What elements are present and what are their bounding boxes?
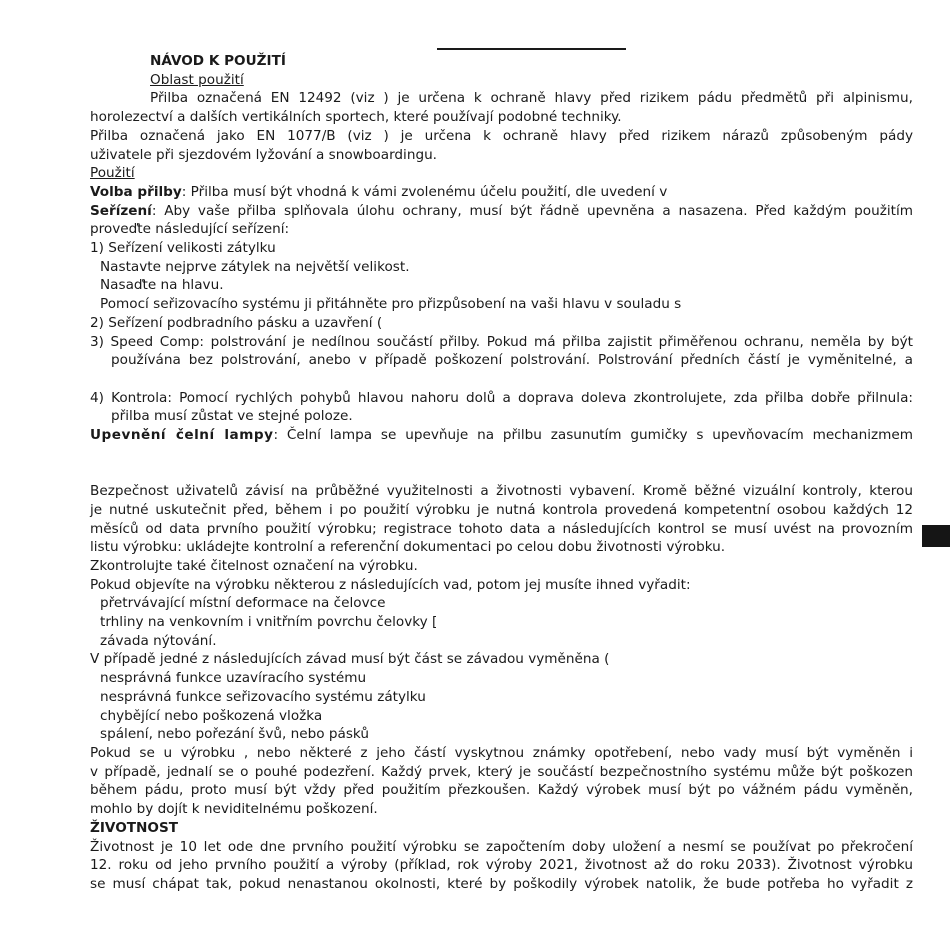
headlamp-paragraph	[90, 426, 913, 445]
adjustment-text: : Aby vaše přilba splňovala úlohu ochrany, musí být řádně upevněna a nasazena. Před každým použitím	[151, 202, 913, 219]
lifetime-text-line: se musí chápat tak, pokud nenastanou okolnosti, které by poškodily výrobek natolik, že bude potřeba ho vyřadit z	[90, 875, 913, 892]
section-title-lifetime: ŽIVOTNOST	[90, 819, 179, 836]
safety-text-line: listu výrobku: ukládejte kontrolní a referenční dokumentaci po celou dobu životnosti výrobku.	[90, 539, 726, 556]
page-edge-tab	[922, 525, 950, 547]
safety-text-line: Zkontrolujte také čitelnost označení na výrobku.	[90, 557, 418, 574]
headlamp-text: : Čelní lampa se upevňuje na přilbu zasunutím gumičky s upevňovacím mechanizmem	[273, 427, 913, 444]
helmet-choice-text: : Přilba musí být vhodná k vámi zvolenému účelu použití, dle uvedení v	[181, 183, 668, 200]
safety-text-line: mohlo by dojít k neviditelnému poškození.	[90, 801, 378, 818]
step-4-line: 4) Kontrola: Pomocí rychlých pohybů hlavou nahoru dolů a doprava doleva zkontrolujete, zda přilba dobře přilnula:	[90, 389, 913, 406]
step-2-title: 2) Seřízení podbradního pásku a uzavření (	[90, 314, 383, 331]
defect-list-item: trhliny na venkovním i vnitřním povrchu čelovky [	[100, 614, 438, 631]
step-3-line: používána bez polstrování, anebo v případě poškození polstrování. Polstrování předních částí je vyměnitelné, a	[111, 352, 913, 369]
spacer	[90, 370, 913, 389]
safety-text-line: Bezpečnost uživatelů závisí na průběžné využitelnosti a životnosti vybavení. Kromě běžné vizuální kontroly, kterou	[90, 483, 913, 500]
step-1-line: Pomocí seřizovacího systému ji přitáhněte pro přizpůsobení na vaši hlavu v souladu s	[100, 296, 682, 313]
safety-text-line: v případě, jednalí se o pouhé podezření. Každý prvek, který je součástí bezpečnostního systému může být poškozen	[90, 763, 913, 780]
step-3-line: 3) Speed Comp: polstrování je nedílnou součástí přilby. Pokud má přilba zajistit přiměřenou ochranu, neměla by být	[90, 333, 913, 350]
defect-list-item: přetrvávající místní deformace na čelovce	[100, 595, 386, 612]
safety-text-line: Pokud objevíte na výrobku některou z následujících vad, potom jej musíte ihned vyřadit:	[90, 576, 691, 593]
safety-text-line: V případě jedné z následujících závad musí být část se závadou vyměněna (	[90, 651, 610, 668]
safety-text-line: je nutné uskutečnit před, během i po použití výrobku je nutná kontrola provedená kompetentní osobou každých 12	[90, 501, 913, 518]
adjustment-label: Seřízení	[90, 202, 152, 219]
safety-text-line: Pokud se u výrobku , nebo některé z jeho částí vyskytnou známky opotřebení, nebo vady musí být vyměněn i	[90, 744, 913, 761]
scope-text-line: horolezectví a dalších vertikálních sportech, které používají podobné techniky.	[90, 109, 622, 126]
header-rule	[437, 48, 626, 50]
spacer	[90, 445, 913, 482]
step-1-line: Nastavte nejprve zátylek na největší velikost.	[100, 258, 410, 275]
replace-list-item: nesprávná funkce seřizovacího systému zátylku	[100, 688, 426, 705]
replace-list-item: spálení, nebo pořezání švů, nebo pásků	[100, 726, 369, 743]
headlamp-label: Upevnění čelní lampy	[90, 427, 274, 444]
safety-text-line: měsíců od data prvního použití výrobku; registrace tohoto data a následujících kontrol se musí uvést na provozním	[90, 520, 913, 537]
section-title-usage: Použití	[90, 165, 135, 182]
step-1-line: Nasaďte na hlavu.	[100, 277, 224, 294]
scope-text-line: Přilba označená EN 12492 (viz ) je určena k ochraně hlavy před rizikem pádu předmětů při alpinismu,	[150, 90, 913, 107]
replace-list-item: nesprávná funkce uzavíracího systému	[100, 670, 367, 687]
helmet-choice-label: Volba přilby	[90, 183, 182, 200]
lifetime-text-line: Životnost je 10 let ode dne prvního použití výrobku se započtením doby uložení a nesmí se používat po překročení	[90, 838, 913, 855]
adjustment-text-line: proveďte následující seřízení:	[90, 221, 290, 238]
lifetime-text-line: 12. roku od jeho prvního použití a výroby (příklad, rok výroby 2021, životnost až do roku 2033). Životnost výrobku	[90, 857, 913, 874]
defect-list-item: závada nýtování.	[100, 632, 217, 649]
page-title: NÁVOD K POUŽITÍ	[150, 53, 286, 69]
step-4-line: přilba musí zůstat ve stejné poloze.	[111, 408, 353, 425]
safety-text-line: během pádu, proto musí být vždy před použitím přezkoušen. Každý výrobek musí být po vážném pádu vyměněn,	[90, 782, 913, 799]
document-body	[90, 52, 913, 894]
helmet-choice-paragraph	[90, 183, 913, 202]
section-title-scope: Oblast použití	[150, 71, 244, 88]
step-1-title: 1) Seřízení velikosti zátylku	[90, 240, 276, 257]
replace-list-item: chybějící nebo poškozená vložka	[100, 707, 323, 724]
scope-text-line: uživatele při sjezdovém lyžování a snowboardingu.	[90, 146, 438, 163]
scope-text-line: Přilba označená jako EN 1077/B (viz ) je určena k ochraně hlavy před rizikem nárazů způsobeným pády	[90, 127, 913, 144]
adjustment-paragraph	[90, 202, 913, 221]
